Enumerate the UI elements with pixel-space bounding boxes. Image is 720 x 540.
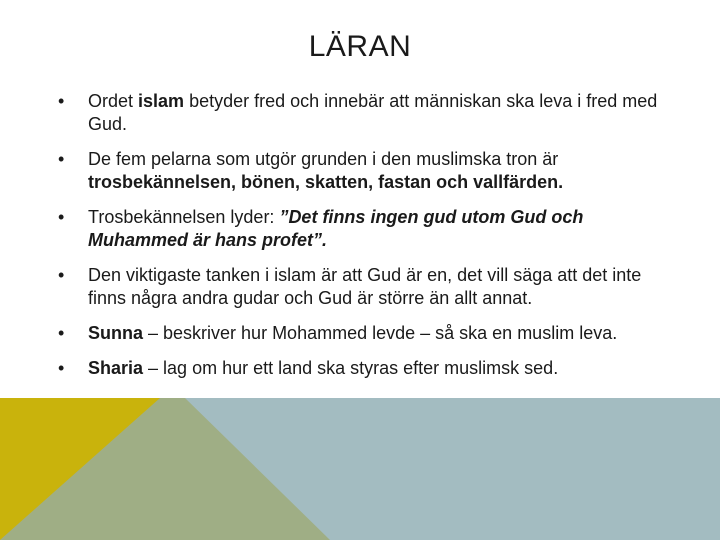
slide-title: LÄRAN — [308, 30, 412, 63]
bullet-text-segment: Den viktigaste tanken i islam är att Gud är en, det vill säga att det inte finns några andra gudar och Gud är större än allt annat. — [88, 265, 642, 308]
bullet-text-segment: Trosbekännelsen lyder: — [88, 207, 280, 227]
bullet-text-segment: Sharia — [88, 358, 144, 378]
bullet-marker: • — [58, 149, 65, 169]
bullet-marker: • — [58, 91, 65, 111]
bullet-text-segment: Sunna — [88, 323, 144, 343]
bullet-item — [58, 148, 668, 194]
bullet-item — [58, 90, 668, 136]
bullet-text-segment: – beskriver hur Mohammed levde – så ska en muslim leva. — [143, 323, 618, 343]
bullet-text-segment: trosbekännelsen, bönen, skatten, fastan och vallfärden. — [88, 172, 564, 192]
bullet-text-segment: De fem pelarna som utgör grunden i den muslimska tron är — [88, 149, 559, 169]
bullet-text-segment: – lag om hur ett land ska styras efter muslimsk sed. — [143, 358, 559, 378]
bullet-marker: • — [58, 323, 65, 343]
bullet-list — [58, 90, 668, 392]
bullet-text-segment: betyder fred och innebär att människan ska leva i fred med Gud. — [88, 91, 658, 134]
bullet-text-segment: ”Det finns ingen gud utom Gud och Muhammed är hans profet”. — [88, 207, 584, 250]
bullet-text-segment: islam — [138, 91, 185, 111]
bullet-text-segment: Ordet — [88, 91, 139, 111]
bullet-item — [58, 206, 668, 252]
bullet-item — [58, 357, 668, 380]
bullet-marker: • — [58, 265, 65, 285]
bullet-marker: • — [58, 358, 65, 378]
bullet-item — [58, 264, 668, 310]
bullet-item — [58, 322, 668, 345]
bullet-marker: • — [58, 207, 65, 227]
